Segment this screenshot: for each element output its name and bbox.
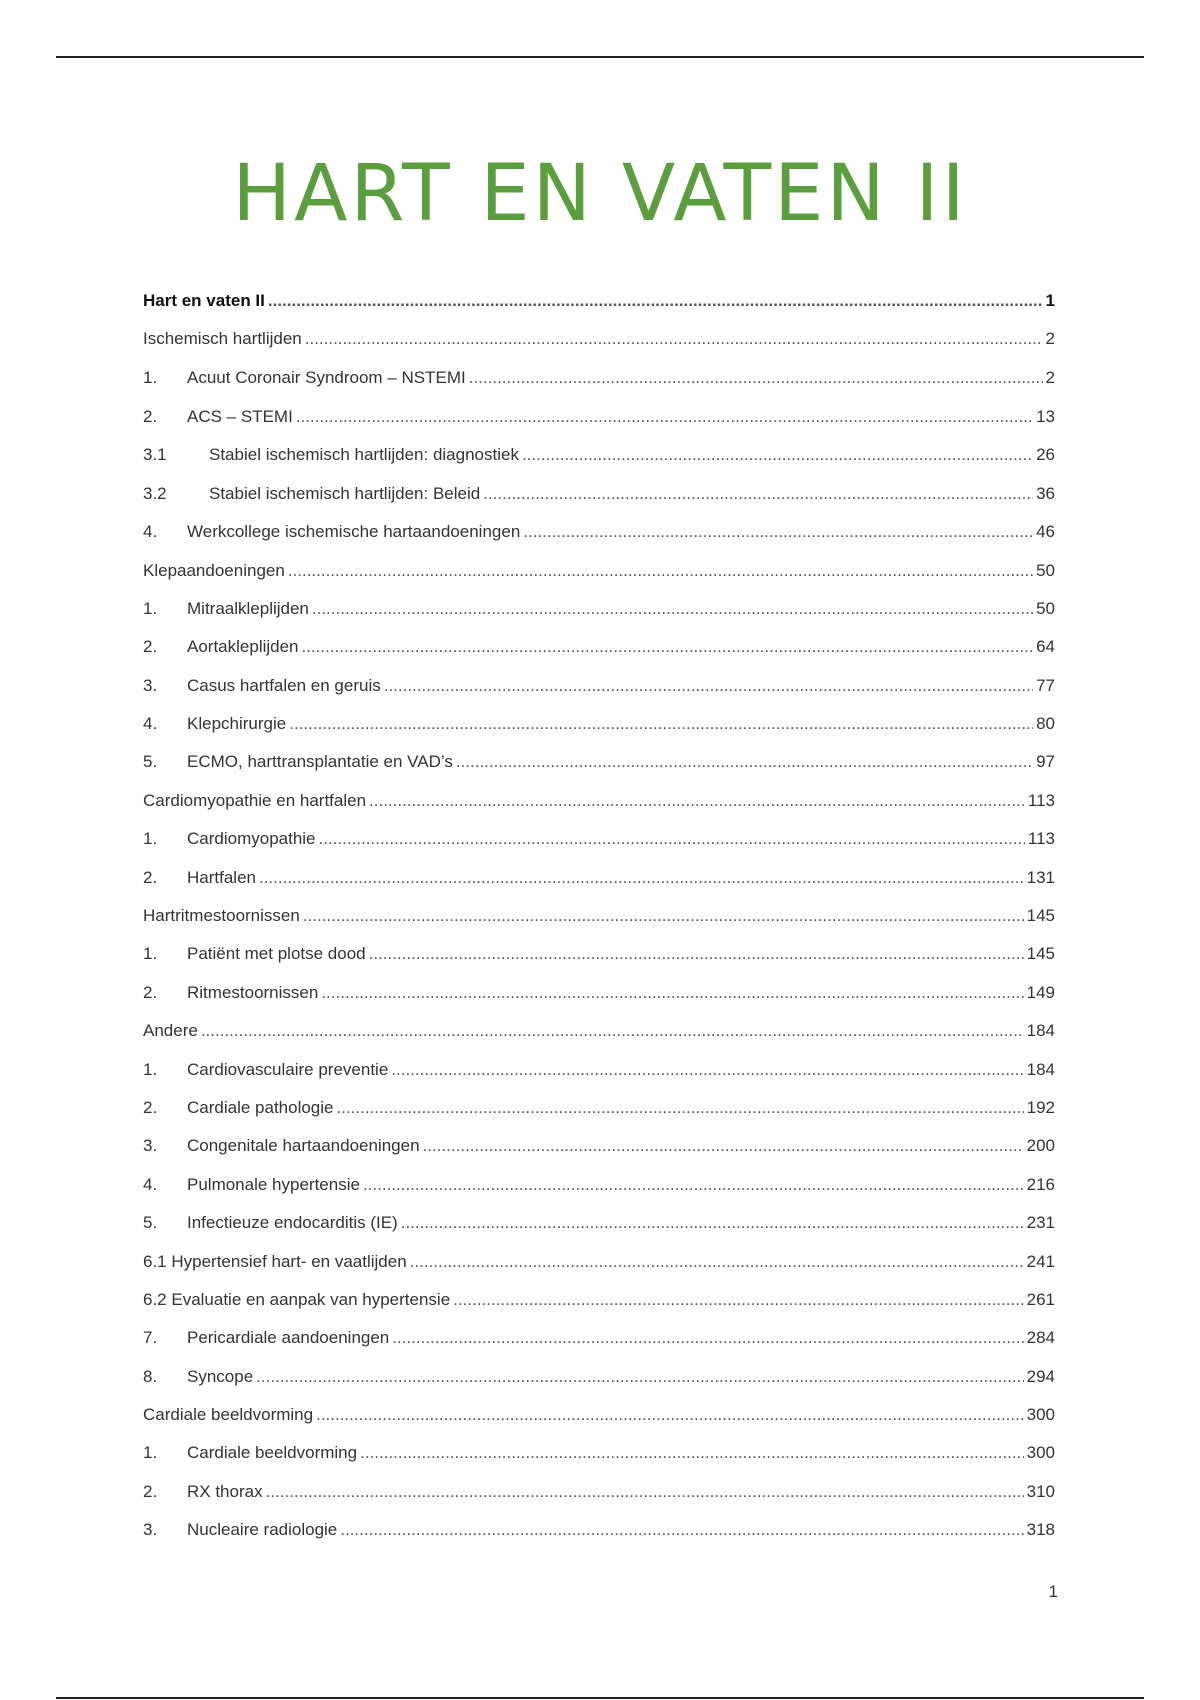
toc-entry[interactable] [143,520,1055,544]
toc-entry-label: Cardiomyopathie [187,829,316,848]
toc-entry[interactable] [143,827,1055,851]
toc-entry-page: 184 [1026,1060,1055,1079]
toc-entry-label: Andere [143,1021,198,1040]
toc-entry-label: Pericardiale aandoeningen [187,1328,390,1347]
toc-entry-number: 1. [143,599,158,618]
toc-entry-page: 200 [1026,1136,1055,1155]
toc-entry-page: 216 [1026,1175,1055,1194]
toc-entry[interactable] [143,712,1055,736]
toc-entry-number: 8. [143,1367,158,1386]
toc-entry-page: 64 [1036,637,1055,656]
toc-dot-leader [523,520,1033,544]
toc-entry[interactable] [143,1134,1055,1158]
toc-dot-leader [369,789,1025,813]
document-title: HART EN VATEN II [232,149,968,239]
toc-entry-page: 50 [1036,561,1055,580]
toc-dot-leader [456,750,1033,774]
toc-entry-label: ECMO, harttransplantatie en VAD’s [187,752,453,771]
toc-entry-number: 1. [143,1060,158,1079]
toc-entry-number: 7. [143,1328,158,1347]
toc-entry-number: 5. [143,1213,158,1232]
toc-dot-leader [410,1250,1024,1274]
toc-entry-page: 261 [1026,1290,1055,1309]
toc-entry[interactable] [143,635,1055,659]
toc-entry-label: Infectieuze endocarditis (IE) [187,1213,398,1232]
toc-entry-label: Hartritmestoornissen [143,906,300,925]
toc-dot-leader [384,674,1033,698]
toc-entry-label: Cardiale beeldvorming [187,1443,358,1462]
toc-entry[interactable] [143,1365,1055,1389]
toc-dot-leader [268,289,1043,313]
toc-entry-label: Casus hartfalen en geruis [187,676,381,695]
toc-entry[interactable] [143,674,1055,698]
toc-entry[interactable] [143,1403,1055,1427]
page-number: 1 [1048,1582,1058,1601]
toc-entry-page: 46 [1036,522,1055,541]
toc-entry-page: 310 [1026,1482,1055,1501]
toc-dot-leader [469,366,1043,390]
toc-dot-leader [256,1365,1023,1389]
toc-entry-page: 231 [1026,1213,1055,1232]
toc-entry-page: 36 [1036,484,1055,503]
toc-entry-number: 3. [143,676,158,695]
toc-entry-label: Stabiel ischemisch hartlijden: Beleid [209,484,481,503]
toc-dot-leader [360,1441,1024,1465]
toc-entry[interactable] [143,443,1055,467]
toc-entry[interactable] [143,327,1055,351]
toc-entry-page: 2 [1045,329,1055,348]
toc-entry-label: Syncope [187,1367,254,1386]
toc-entry-page: 300 [1026,1443,1055,1462]
toc-dot-leader [522,443,1033,467]
toc-entry-number: 1. [143,944,158,963]
toc-entry-label: Klepaandoeningen [143,561,285,580]
toc-entry[interactable] [143,981,1055,1005]
toc-entry[interactable] [143,1288,1055,1312]
toc-entry-label: Aortakleplijden [187,637,299,656]
toc-entry-label: Mitraalkleplijden [187,599,309,618]
toc-entry-page: 192 [1026,1098,1055,1117]
toc-entry[interactable] [143,366,1055,390]
toc-dot-leader [401,1211,1024,1235]
toc-entry[interactable] [143,1096,1055,1120]
toc-entry-label: Cardiale pathologie [187,1098,334,1117]
toc-entry-page: 149 [1026,983,1055,1002]
toc-dot-leader [316,1403,1024,1427]
toc-entry-page: 241 [1026,1252,1055,1271]
toc-entry-number: 3.2 [143,484,167,503]
toc-entry-label: Cardiale beeldvorming [143,1405,314,1424]
toc-entry-label: Hartfalen [187,868,256,887]
toc-entry[interactable] [143,482,1055,506]
toc-dot-leader [305,327,1043,351]
toc-entry-page: 97 [1036,752,1055,771]
toc-entry-number: 1. [143,368,158,387]
toc-entry-number: 5. [143,752,158,771]
toc-entry-number: 2. [143,407,158,426]
toc-entry-label: 6.1 Hypertensief hart- en vaatlijden [143,1252,407,1271]
toc-entry-page: 113 [1027,829,1055,848]
toc-entry-page: 294 [1026,1367,1055,1386]
toc-entry-page: 284 [1026,1328,1055,1347]
toc-entry-label: Klepchirurgie [187,714,287,733]
toc-dot-leader [453,1288,1023,1312]
toc-entry-label: Patiënt met plotse dood [187,944,366,963]
toc-entry-label: Acuut Coronair Syndroom – NSTEMI [187,368,466,387]
toc-entry-label: Cardiovasculaire preventie [187,1060,389,1079]
toc-entry-page: 26 [1036,445,1055,464]
toc-dot-leader [369,942,1024,966]
toc-entry[interactable] [143,1019,1055,1043]
toc-dot-leader [392,1326,1023,1350]
toc-entry-label: Ritmestoornissen [187,983,319,1002]
toc-dot-leader [321,981,1023,1005]
toc-dot-leader [483,482,1033,506]
toc-entry-number: 2. [143,868,158,887]
toc-dot-leader [363,1173,1024,1197]
toc-entry[interactable] [143,1480,1055,1504]
toc-entry-label: 6.2 Evaluatie en aanpak van hypertensie [143,1290,451,1309]
toc-entry-page: 318 [1026,1520,1055,1539]
toc-entry-label: Stabiel ischemisch hartlijden: diagnostiek [209,445,519,464]
toc-entry-number: 4. [143,522,158,541]
toc-entry-label: RX thorax [187,1482,263,1501]
header-rule [56,56,1144,58]
toc-entry-page: 1 [1045,291,1055,310]
toc-dot-leader [302,635,1034,659]
toc-dot-leader [337,1096,1024,1120]
toc-entry[interactable] [143,559,1055,583]
toc-dot-leader [201,1019,1024,1043]
toc-entry[interactable] [143,1173,1055,1197]
toc-dot-leader [266,1480,1024,1504]
toc-entry-page: 50 [1036,599,1055,618]
toc-entry-page: 2 [1045,368,1055,387]
toc-entry-page: 13 [1036,407,1055,426]
toc-dot-leader [259,866,1024,890]
toc-dot-leader [303,904,1024,928]
toc-entry[interactable] [143,789,1055,813]
toc-dot-leader [312,597,1033,621]
toc-entry[interactable] [143,1518,1055,1542]
toc-dot-leader [340,1518,1023,1542]
toc-entry-number: 2. [143,1098,158,1117]
toc-entry[interactable] [143,904,1055,928]
toc-dot-leader [423,1134,1024,1158]
toc-entry[interactable] [143,1326,1055,1350]
toc-entry-number: 1. [143,829,158,848]
toc-entry-page: 145 [1026,906,1055,925]
toc-entry-page: 80 [1036,714,1055,733]
toc-entry[interactable] [143,1441,1055,1465]
toc-entry-label: Nucleaire radiologie [187,1520,338,1539]
toc-entry[interactable] [143,1250,1055,1274]
footer-rule [56,1697,1144,1699]
toc-entry-label: Hart en vaten II [143,291,265,310]
toc-entry-label: Cardiomyopathie en hartfalen [143,791,367,810]
toc-entry[interactable] [143,405,1055,429]
toc-entry-number: 3. [143,1520,158,1539]
toc-entry-page: 113 [1027,791,1055,810]
toc-entry-page: 184 [1026,1021,1055,1040]
toc-entry[interactable] [143,750,1055,774]
toc-entry-number: 3. [143,1136,158,1155]
toc-entry[interactable] [143,942,1055,966]
toc-entry[interactable] [143,597,1055,621]
toc-entry-page: 145 [1026,944,1055,963]
toc-entry-number: 2. [143,637,158,656]
toc-entry-number: 1. [143,1443,158,1462]
toc-entry-number: 4. [143,1175,158,1194]
toc-entry[interactable] [143,1211,1055,1235]
toc-entry-number: 2. [143,1482,158,1501]
toc-entry-number: 3.1 [143,445,167,464]
toc-entry-label: Congenitale hartaandoeningen [187,1136,420,1155]
toc-entry-page: 300 [1026,1405,1055,1424]
toc-entry-label: Pulmonale hypertensie [187,1175,360,1194]
toc-dot-leader [296,405,1033,429]
toc-entry[interactable] [143,289,1055,313]
toc-entry[interactable] [143,866,1055,890]
toc-dot-leader [391,1058,1023,1082]
toc-entry[interactable] [143,1058,1055,1082]
toc-entry-page: 131 [1026,868,1055,887]
toc-entry-number: 4. [143,714,158,733]
toc-dot-leader [289,712,1033,736]
toc-dot-leader [288,559,1033,583]
toc-dot-leader [319,827,1025,851]
toc-entry-number: 2. [143,983,158,1002]
toc-entry-label: ACS – STEMI [187,407,293,426]
toc-entry-label: Werkcollege ischemische hartaandoeningen [187,522,521,541]
toc-entry-page: 77 [1036,676,1055,695]
toc-entry-label: Ischemisch hartlijden [143,329,302,348]
